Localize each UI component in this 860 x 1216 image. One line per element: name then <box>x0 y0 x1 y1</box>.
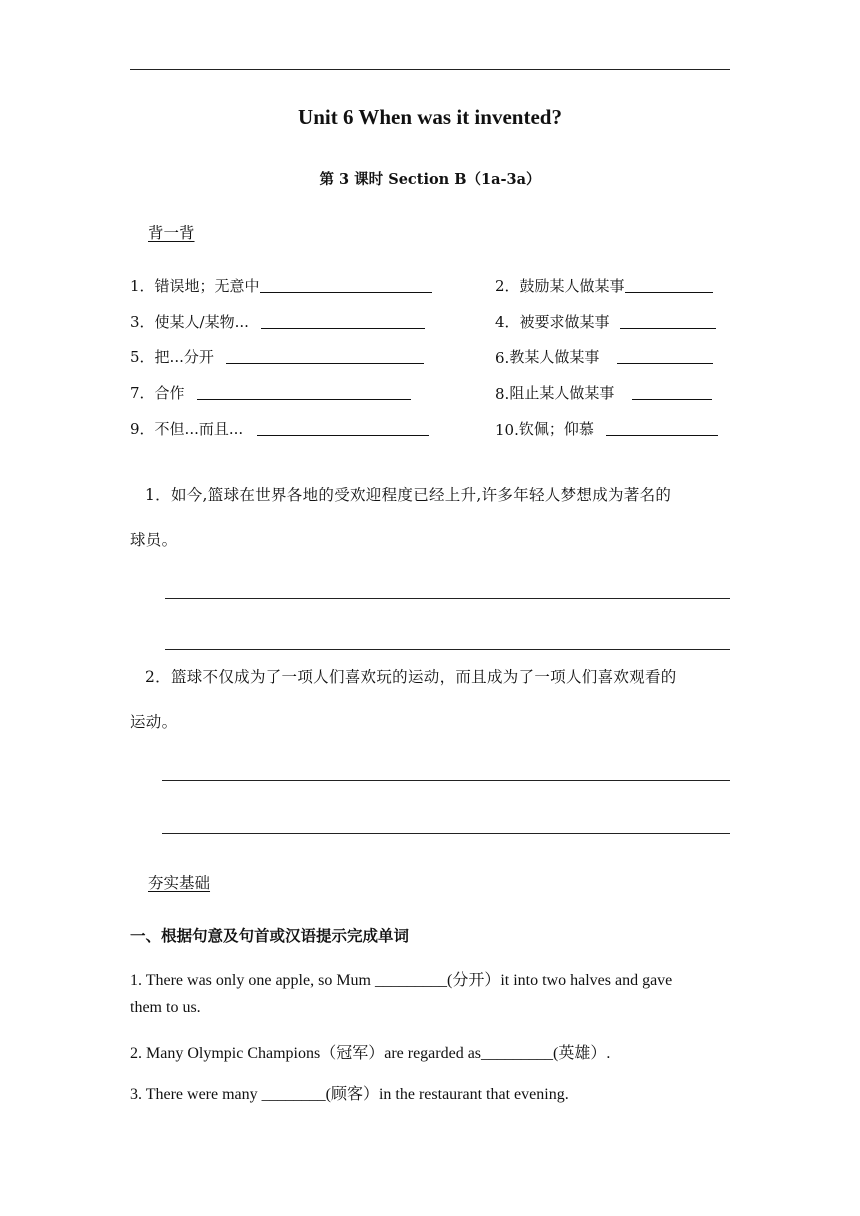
vocab-number: 4． <box>495 313 520 331</box>
recite-heading: 背一背 <box>148 224 195 242</box>
vocab-item-10 <box>495 418 718 439</box>
exercise-1-line-1: 1. There was only one apple, so Mum _________(分开）it into two halves and gave <box>130 972 673 989</box>
answer-blank[interactable] <box>197 398 411 400</box>
vocab-text: 合作 <box>154 384 185 402</box>
answer-line[interactable] <box>165 598 730 599</box>
vocab-text: 使某人/某物... <box>154 313 249 331</box>
answer-blank[interactable] <box>261 327 425 329</box>
vocab-item-5 <box>130 346 424 367</box>
vocab-text: 错误地；无意中 <box>154 277 260 295</box>
vocab-number: 10. <box>495 421 519 439</box>
lesson-subtitle: 第 3 课时 Section B（1a-3a） <box>319 171 541 188</box>
vocab-text: 把...分开 <box>154 348 214 366</box>
vocab-item-8 <box>495 382 712 403</box>
translation-2-line-1: 2．篮球不仅成为了一项人们喜欢玩的运动，而且成为了一项人们喜欢观看的 <box>145 668 677 686</box>
vocab-number: 5． <box>130 348 155 366</box>
answer-blank[interactable] <box>632 398 712 400</box>
vocab-text: 鼓励某人做某事 <box>519 277 625 295</box>
answer-blank[interactable] <box>260 291 432 293</box>
vocab-number: 1． <box>130 277 155 295</box>
answer-blank[interactable] <box>625 291 713 293</box>
vocab-number: 2． <box>495 277 520 295</box>
vocab-item-6 <box>495 346 713 367</box>
answer-blank[interactable] <box>606 434 718 436</box>
vocab-number: 6. <box>495 349 510 367</box>
answer-line[interactable] <box>165 649 730 650</box>
vocab-number: 3． <box>130 313 155 331</box>
vocab-item-9 <box>130 418 429 439</box>
vocab-text: 钦佩；仰慕 <box>518 420 594 438</box>
exercise-1-line-2: them to us. <box>130 999 201 1016</box>
answer-line[interactable] <box>162 780 730 781</box>
translation-1-line-1: 1．如今,篮球在世界各地的受欢迎程度已经上升,许多年轻人梦想成为著名的 <box>145 486 672 504</box>
vocab-item-7 <box>130 382 411 403</box>
header-rule <box>130 69 730 70</box>
vocab-text: 不但...而且... <box>154 420 244 438</box>
answer-blank[interactable] <box>257 434 429 436</box>
vocab-number: 9． <box>130 420 155 438</box>
vocab-text: 被要求做某事 <box>519 313 610 331</box>
vocab-text: 阻止某人做某事 <box>509 384 615 402</box>
basics-heading: 夯实基础 <box>148 874 211 892</box>
vocab-number: 7． <box>130 384 155 402</box>
translation-1-line-2: 球员。 <box>130 531 178 549</box>
answer-line[interactable] <box>162 833 730 834</box>
vocab-item-2 <box>495 275 713 296</box>
vocab-item-4 <box>495 311 716 332</box>
vocab-number: 8. <box>495 385 510 403</box>
translation-2-line-2: 运动。 <box>130 713 178 731</box>
exercise-2: 2. Many Olympic Champions（冠军）are regarded as_________(英雄）. <box>130 1045 611 1062</box>
answer-blank[interactable] <box>620 327 716 329</box>
part-1-heading: 一、根据句意及句首或汉语提示完成单词 <box>130 926 410 945</box>
answer-blank[interactable] <box>617 362 713 364</box>
vocab-item-3 <box>130 311 425 332</box>
page-title: Unit 6 When was it invented? <box>298 105 562 129</box>
answer-blank[interactable] <box>226 362 424 364</box>
exercise-3: 3. There were many ________(顾客）in the restaurant that evening. <box>130 1086 569 1103</box>
vocab-item-1 <box>130 275 432 296</box>
vocab-text: 教某人做某事 <box>509 348 600 366</box>
